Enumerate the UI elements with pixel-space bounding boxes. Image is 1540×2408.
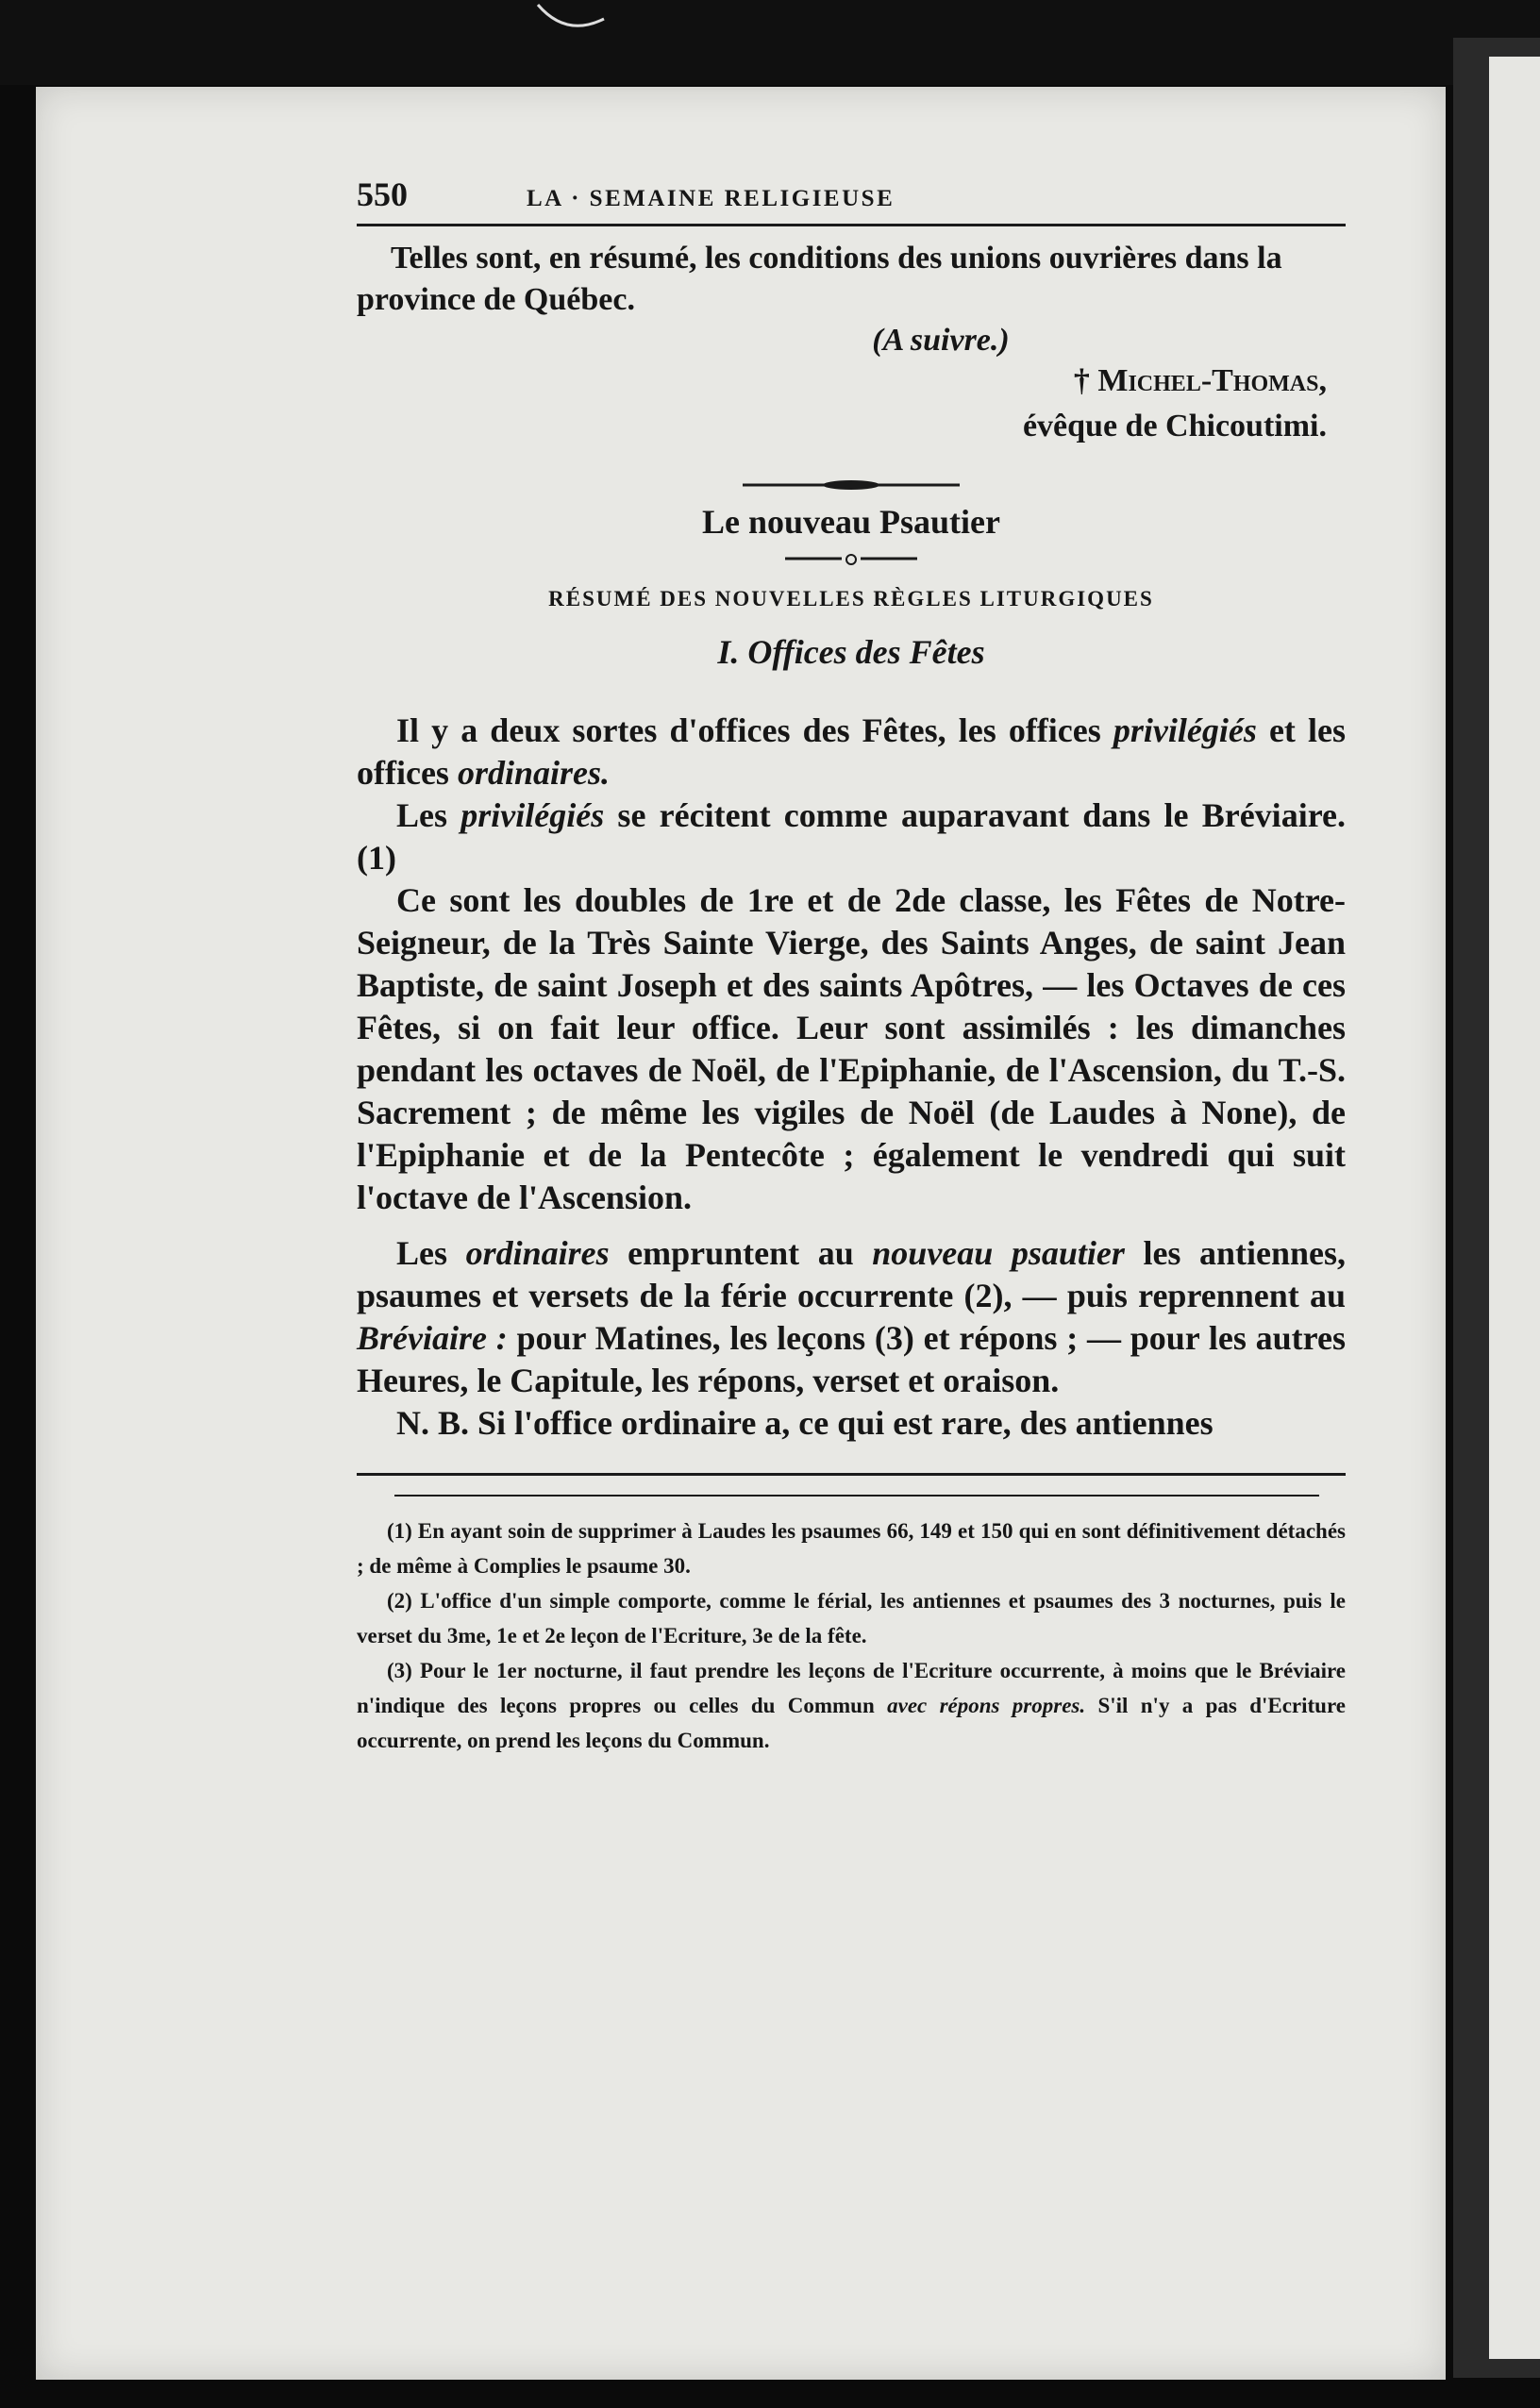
title-divider [357, 549, 1346, 568]
paragraph-2: Les privilégiés se récitent comme auparavant dans le Bréviaire. (1) [357, 796, 1346, 877]
paragraph-1: Il y a deux sortes d'offices des Fêtes, les offices privilégiés et les offices ordinaires. [357, 711, 1347, 792]
paragraph-5: N. B. Si l'office ordinaire a, ce qui est rare, des antiennes [396, 1404, 1214, 1442]
running-head: LA · SEMAINE RELIGIEUSE [527, 186, 896, 211]
footnote-1: (1) En ayant soin de supprimer à Laudes les psaumes 66, 149 et 150 qui en sont définitivement détachés ; de même à Complies le psaume 30. [357, 1519, 1346, 1578]
facing-page-paper [1489, 57, 1540, 2359]
scan-border [0, 0, 1540, 85]
footnote-2: (2) L'office d'un simple comporte, comme le férial, les antiennes et psaumes des 3 nocturnes, puis le verset du 3me, 1e et 2e leçon de l'Ecriture, 3e de la fête. [357, 1589, 1346, 1647]
to-be-continued: (A suivre.) [872, 323, 1010, 358]
paragraph-3: Ce sont les doubles de 1re et de 2de classe, les Fêtes de Notre-Seigneur, de la Très Sainte Vierge, des Saints Anges, de saint Jean Baptiste, de saint Joseph et des saints Apôtres, — les Octaves de ces Fêtes, si on fait leur office. Leur sont assimilés : les dimanches pendant les octaves de Noël, de l'Epiphanie, de l'Ascension, du T.-S. Sacrement ; de même les vigiles de Noël (de Laudes à None), de l'Epiphanie et de la Pentecôte ; également le vendredi qui suit l'octave de l'Ascension. [357, 881, 1346, 1216]
section-ornament [357, 477, 1346, 493]
footnote-rule [357, 1473, 1346, 1476]
page-content [357, 175, 1346, 1758]
page-header [357, 175, 1346, 226]
signature-title: évêque de Chicoutimi. [1022, 409, 1327, 443]
section-heading: I. Offices des Fêtes [717, 633, 985, 671]
facing-page-edge [1453, 38, 1540, 2378]
signature-name: † Michel-Thomas, [1073, 363, 1327, 398]
footnote-3: (3) Pour le 1er nocturne, il faut prendre les leçons de l'Ecriture occurrente, à moins que le Bréviaire n'indique des leçons propres ou celles du Commun avec répons propres. S'il n'y a pas d'Ecriture occurrente, on prend les leçons du Commun. [357, 1659, 1346, 1752]
footnotes [357, 1513, 1346, 1758]
scan-artifact-mark [528, 0, 632, 38]
footnote-separator [394, 1495, 1319, 1497]
paragraph-4: Les ordinaires empruntent au nouveau psautier les antiennes, psaumes et versets de la férie occurrente (2), — puis reprennent au Bréviaire : pour Matines, les leçons (3) et répons ; — pour les autres Heures, le Capitule, les répons, verset et oraison. [357, 1234, 1347, 1399]
page-number: 550 [357, 176, 408, 213]
signature-block [357, 359, 1346, 449]
article-title: Le nouveau Psautier [701, 503, 1000, 541]
article-subtitle: RÉSUMÉ DES NOUVELLES RÈGLES LITURGIQUES [548, 587, 1154, 610]
previous-article-closing: Telles sont, en résumé, les conditions des unions ouvrières dans la province de Québec. [357, 241, 1282, 317]
